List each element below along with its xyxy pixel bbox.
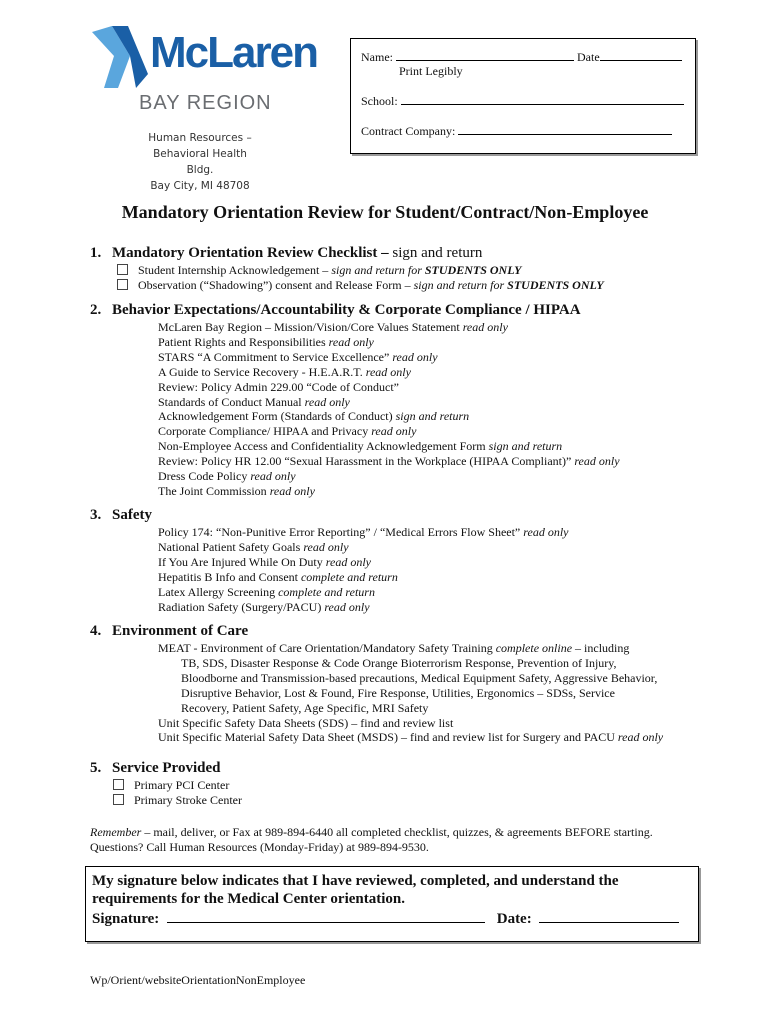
school-field[interactable] — [401, 93, 684, 105]
list-item: Review: Policy Admin 229.00 “Code of Conduct” — [158, 379, 399, 394]
list-item: Non-Employee Access and Confidentiality Acknowledgement Form sign and return — [158, 439, 563, 454]
address-block — [140, 130, 260, 194]
school-row: School: — [361, 93, 684, 109]
section-1-heading: 1. Mandatory Orientation Review Checklist – sign and return — [90, 245, 483, 261]
address-line: Human Resources – — [148, 132, 252, 144]
list-item: Acknowledgement Form (Standards of Conduct) sign and return — [158, 409, 470, 424]
region-name: BAY REGION — [139, 92, 272, 114]
list-item: Corporate Compliance/ HIPAA and Privacy read only — [158, 424, 417, 439]
list-item-continued: Disruptive Behavior, Lost & Found, Fire Response, Utilities, Ergonomics – SDSs, Service — [181, 685, 615, 700]
signature-field[interactable] — [167, 909, 485, 923]
page-title: Mandatory Orientation Review for Student/Contract/Non-Employee — [121, 202, 649, 222]
list-item: McLaren Bay Region – Mission/Vision/Core Values Statement read only — [158, 320, 508, 334]
list-item-continued: Recovery, Patient Safety, Age Specific, MRI Safety — [181, 700, 429, 715]
section-3-list — [158, 525, 568, 614]
print-legibly: Print Legibly — [399, 64, 463, 78]
section-3-heading: 3. Safety — [90, 507, 152, 523]
questions-note: Questions? Call Human Resources (Monday-Friday) at 989-894-9530. — [90, 840, 429, 854]
checkbox[interactable] — [113, 794, 124, 805]
list-item: National Patient Safety Goals read only — [158, 539, 349, 554]
section-2-list — [158, 320, 620, 499]
checklist-item[interactable]: Primary PCI Center — [113, 778, 229, 793]
list-item: Radiation Safety (Surgery/PACU) read only — [158, 599, 370, 614]
footer-path: Wp/Orient/websiteOrientationNonEmployee — [90, 973, 306, 987]
section-2-heading: 2. Behavior Expectations/Accountability & Corporate Compliance / HIPAA — [90, 302, 581, 318]
date-field[interactable] — [600, 49, 682, 61]
personal-info-box — [350, 38, 696, 154]
signature-date-field[interactable] — [539, 909, 679, 923]
list-item: If You Are Injured While On Duty read only — [158, 554, 371, 569]
list-item: Patient Rights and Responsibilities read only — [158, 334, 374, 349]
contract-company-field[interactable] — [458, 123, 672, 135]
list-item: Latex Allergy Screening complete and return — [158, 584, 375, 599]
list-item: Hepatitis B Info and Consent complete and return — [158, 569, 398, 584]
list-item: Review: Policy HR 12.00 “Sexual Harassment in the Workplace (HIPAA Compliant)” read only — [158, 454, 620, 469]
list-item: MEAT - Environment of Care Orientation/Mandatory Safety Training complete online – including — [158, 641, 630, 655]
list-item: A Guide to Service Recovery - H.E.A.R.T. read only — [158, 364, 411, 379]
list-item-continued: Bloodborne and Transmission-based precautions, Medical Equipment Safety, Aggressive Behavior, — [181, 670, 658, 685]
checkbox[interactable] — [113, 779, 124, 790]
contract-row: Contract Company: — [361, 123, 672, 139]
list-item: Unit Specific Safety Data Sheets (SDS) – find and review list — [158, 715, 454, 730]
address-line: Behavioral Health Bldg. — [153, 148, 247, 176]
checkbox[interactable] — [117, 264, 128, 275]
signature-box: My signature below indicates that I have reviewed, completed, and understand the requirements for the Medical Center orientation. Signature: Date: — [85, 866, 699, 942]
list-item: Dress Code Policy read only — [158, 469, 296, 484]
checklist-item[interactable]: Observation (“Shadowing”) consent and Release Form – sign and return for STUDENTS ONLY — [117, 278, 604, 293]
section-4-heading: 4. Environment of Care — [90, 623, 249, 639]
name-row: Name: Date — [361, 49, 682, 65]
checklist-item[interactable]: Student Internship Acknowledgement – sign and return for STUDENTS ONLY — [117, 263, 521, 278]
remember-note: Remember – mail, deliver, or Fax at 989-894-6440 all completed checklist, quizzes, & agreements BEFORE starting. — [90, 825, 653, 839]
section-4-list — [158, 641, 663, 745]
list-item: The Joint Commission read only — [158, 483, 315, 498]
address-line: Bay City, MI 48708 — [150, 180, 250, 192]
list-item: Policy 174: “Non-Punitive Error Reporting” / “Medical Errors Flow Sheet” read only — [158, 525, 569, 539]
section-5-heading: 5. Service Provided — [90, 760, 221, 776]
brand-wordmark: McLaren — [150, 28, 317, 77]
signature-row: Signature: Date: — [92, 909, 679, 928]
list-item: Unit Specific Material Safety Data Sheet (MSDS) – find and review list for Surgery and PACU read only — [158, 730, 664, 745]
list-item: Standards of Conduct Manual read only — [158, 394, 350, 409]
checkbox[interactable] — [117, 279, 128, 290]
list-item-continued: TB, SDS, Disaster Response & Code Orange Bioterrorism Response, Prevention of Injury, — [181, 655, 617, 670]
list-item: STARS “A Commitment to Service Excellence” read only — [158, 349, 438, 364]
name-field[interactable] — [396, 49, 574, 61]
checklist-item[interactable]: Primary Stroke Center — [113, 793, 242, 808]
